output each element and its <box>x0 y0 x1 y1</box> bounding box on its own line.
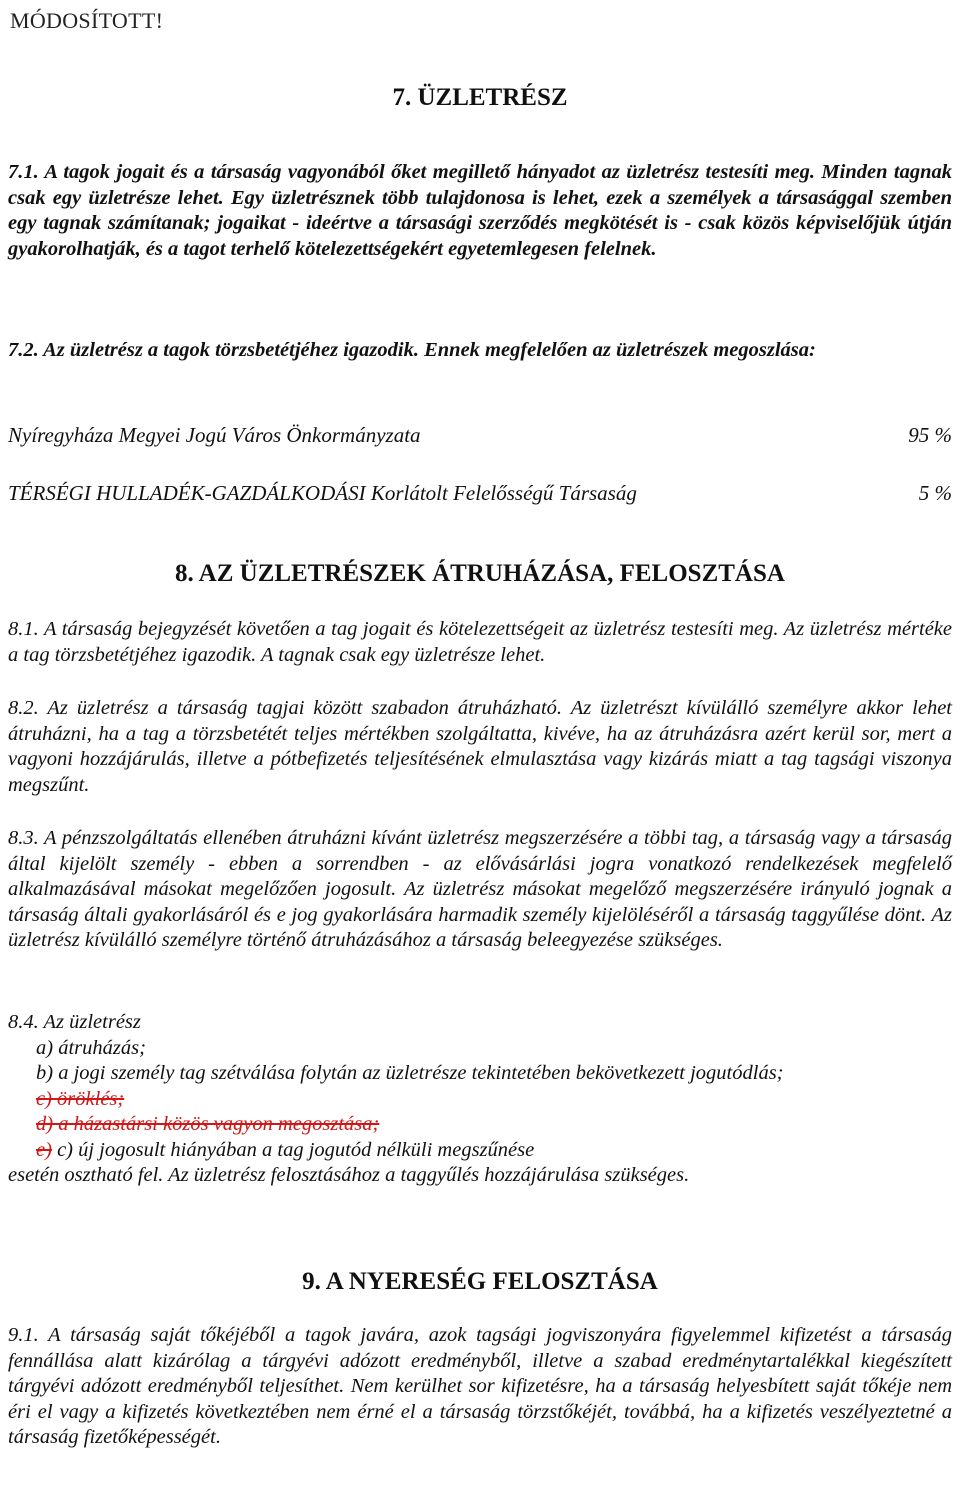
paragraph-8-3: 8.3. A pénzszolgáltatás ellenében átruházni kívánt üzletrész megszerzésére a többi tag, a társaság vagy a társaság által kijelölt személy - ebben a sorrendben - az elővásárlási jogra vonatkozó rendelkezések megfelelő alkalmazásával másokat megelőzően jogosult. Az üzletrész másokat megelőző megszerzésére irányuló jognak a társaság általi gyakorlásáról és e jog gyakorlására harmadik személy kijelöléséről a társaság taggyűlése dönt. Az üzletrész kívülálló személyre történő átruházásához a társaság beleegyezése szükséges. <box>8 827 952 951</box>
deleted-text: d) a házastársi közös vagyon megosztása; <box>36 1113 380 1135</box>
owner-row <box>8 481 952 506</box>
deleted-text: c) öröklés; <box>36 1087 125 1110</box>
paragraph-7-2: 7.2. Az üzletrész a tagok törzsbetétjéhez igazodik. Ennek megfelelően az üzletrészek megoszlása: <box>8 339 816 361</box>
paragraph-8-2: 8.2. Az üzletrész a társaság tagjai között szabadon átruházható. Az üzletrészt kívülálló személyre akkor lehet átruházni, ha a tag a törzsbetétét teljes mértékben szolgáltatta, kivéve, ha az átruházásra azért kerül sor, mert a vagyoni hozzájárulás, illetve a pótbefizetés teljesítésének elmulasztása vagy kizárás miatt a tag tagsági viszonya megszűnt. <box>8 697 952 796</box>
list-item-c-deleted <box>8 1087 952 1113</box>
paragraph-8-4-intro: 8.4. Az üzletrész <box>8 1011 141 1033</box>
paragraph-8-4 <box>8 1010 952 1189</box>
owner-share: 95 % <box>908 423 952 447</box>
paragraph-8-4-end: esetén osztható fel. Az üzletrész felosztásához a taggyűlés hozzájárulása szükséges. <box>8 1164 690 1186</box>
paragraph-9-1: 9.1. A társaság saját tőkéjéből a tagok javára, azok tagsági jogviszonyára figyelemmel kifizetést a társaság fennállása alatt kizárólag a tárgyévi adózott eredményből, illetve a szabad eredménytartalékkal kiegészített tárgyévi adózott eredményből teljesíthet. Nem kerülhet sor kifizetésre, ha a társaság helyesbített saját tőkéje nem éri el vagy a kifizetés következtében nem érné el a társaság törzstőkéjét, továbbá, ha a kifizetés veszélyeztetné a társaság fizetőképességét. <box>8 1324 952 1448</box>
paragraph-7-1: 7.1. A tagok jogait és a társaság vagyonából őket megillető hányadot az üzletrész testesíti meg. Minden tagnak csak egy üzletrésze lehet. Egy üzletrésznek több tulajdonosa is lehet, ezek a személyek a társasággal szemben egy tagnak számítanak; jogaikat - ideértve a társasági szerződés megkötését is - csak közös képviselőjük útján gyakorolhatják, és a tagot terhelő kötelezettségekért egyetemlegesen felelnek. <box>8 161 952 260</box>
list-item-d-deleted <box>8 1112 952 1138</box>
owner-name: TÉRSÉGI HULLADÉK-GAZDÁLKODÁSI Korlátolt Felelősségű Társaság <box>8 481 637 505</box>
owner-share: 5 % <box>918 481 952 505</box>
list-item-c-new <box>8 1138 952 1164</box>
section-7-title: 7. ÜZLETRÉSZ <box>392 84 568 111</box>
list-item-a: a) átruházás; <box>36 1036 146 1059</box>
modified-stamp: MÓDOSÍTOTT! <box>10 8 164 33</box>
owner-row <box>8 423 952 448</box>
new-text: c) új jogosult hiányában a tag jogutód nélküli megszűnése <box>51 1138 535 1161</box>
section-8-title: 8. AZ ÜZLETRÉSZEK ÁTRUHÁZÁSA, FELOSZTÁSA <box>175 560 785 587</box>
section-9-title: 9. A NYERESÉG FELOSZTÁSA <box>302 1268 658 1295</box>
list-item-b: b) a jogi személy tag szétválása folytán az üzletrésze tekintetében bekövetkezett jogutódlás; <box>36 1062 784 1084</box>
deleted-text: e) <box>36 1138 52 1161</box>
owner-name: Nyíregyháza Megyei Jogú Város Önkormányzata <box>8 423 421 447</box>
paragraph-8-1: 8.1. A társaság bejegyzését követően a tag jogait és kötelezettségeit az üzletrész testesíti meg. Az üzletrész mértéke a tag törzsbetétjéhez igazodik. A tagnak csak egy üzletrésze lehet. <box>8 618 952 666</box>
